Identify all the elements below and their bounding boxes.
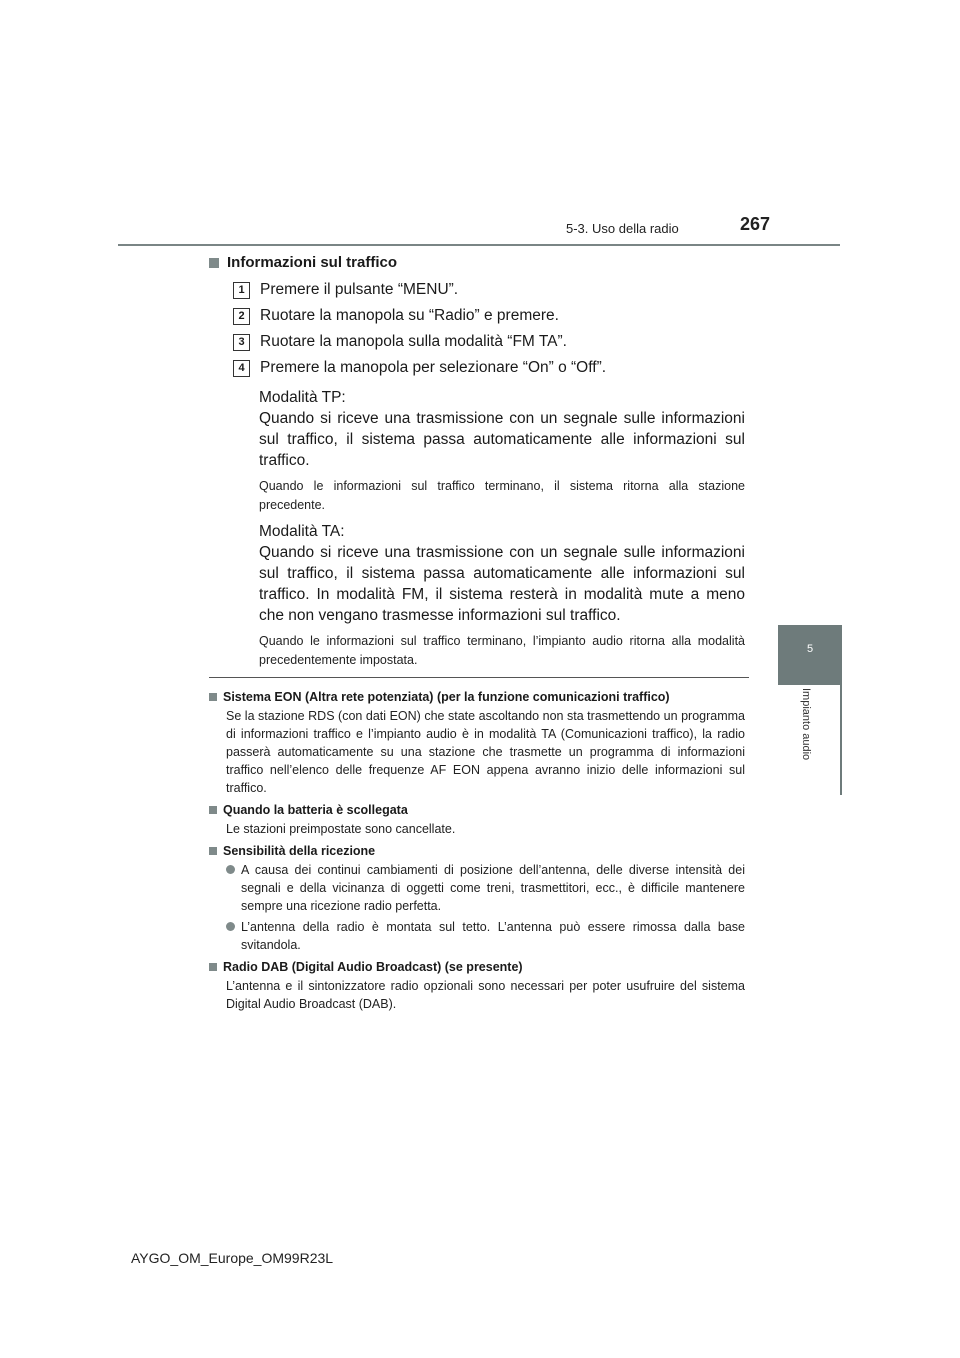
document-footer: AYGO_OM_Europe_OM99R23L [131,1250,334,1266]
square-bullet-icon [209,693,217,701]
section-title [209,254,745,271]
section-divider [209,677,749,678]
step-text: Ruotare la manopola su “Radio” e premere. [260,307,559,324]
dab-title [209,960,745,974]
step-2 [233,303,745,329]
tp-heading: Modalità TP: [259,389,346,406]
bullet-text: L’antenna della radio è montata sul tetto. L’antenna può essere rimossa dalla base svitandola. [241,920,745,952]
ta-text: Quando si riceve una trasmissione con un segnale sulle informazioni sul traffico, il sistema passa automaticamente alle informazioni sul traffico. In modalità FM, il sistema resterà in modalità mute a meno che non vengano trasmesse informazioni sul traffico. [259,544,745,624]
header-rule [118,244,840,246]
dab-body: L’antenna e il sintonizzatore radio opzionali sono necessari per poter usufruire del sistema Digital Audio Broadcast (DAB). [226,979,745,1011]
sensitivity-bullet-1 [226,861,745,915]
tp-mode [259,387,745,471]
tp-note: Quando le informazioni sul traffico terminano, il sistema ritorna alla stazione precedente. [259,479,745,512]
step-text: Ruotare la manopola sulla modalità “FM TA”. [260,333,567,350]
chapter-tab-strip [840,625,842,795]
ta-heading: Modalità TA: [259,523,345,540]
eon-title [209,690,745,704]
square-bullet-icon [209,963,217,971]
tp-text: Quando si riceve una trasmissione con un segnale sulle informazioni sul traffico, il sistema passa automaticamente alle informazioni sul traffico. [259,410,745,469]
sensitivity-title-text: Sensibilità della ricezione [223,844,376,858]
ta-note: Quando le informazioni sul traffico terminano, l’impianto audio ritorna alla modalità precedentemente impostata. [259,634,745,667]
step-4 [233,355,745,381]
main-section [209,254,745,670]
page-number: 267 [740,214,771,234]
chapter-tab [778,625,842,685]
step-3 [233,329,745,355]
step-text: Premere il pulsante “MENU”. [260,281,459,298]
bullet-text: A causa dei continui cambiamenti di posizione dell’antenna, delle diverse intensità dei segnali e della vicinanza di oggetti come treni, trasmettitori, ecc., è difficile mantenere sempre una ricezione radio perfetta. [241,863,745,913]
step-number-box: 4 [233,360,250,377]
step-number-box: 3 [233,334,250,351]
round-bullet-icon [226,865,235,874]
square-bullet-icon [209,847,217,855]
step-number-box: 2 [233,308,250,325]
step-text: Premere la manopola per selezionare “On” o “Off”. [260,359,607,376]
battery-title-text: Quando la batteria è scollegata [223,803,408,817]
sensitivity-title [209,844,745,858]
sensitivity-bullet-2 [226,918,745,954]
square-bullet-icon [209,258,219,268]
battery-title [209,803,745,817]
eon-title-text: Sistema EON (Altra rete potenziata) (per la funzione comunicazioni traffico) [223,690,670,704]
dab-title-text: Radio DAB (Digital Audio Broadcast) (se presente) [223,960,523,974]
round-bullet-icon [226,922,235,931]
battery-body: Le stazioni preimpostate sono cancellate. [226,822,456,836]
section-title-text: Informazioni sul traffico [227,254,398,271]
notes-section [209,684,745,1013]
step-number-box: 1 [233,282,250,299]
ta-mode [259,521,745,626]
eon-body: Se la stazione RDS (con dati EON) che state ascoltando non sta trasmettendo un programma di informazioni traffico e l’impianto audio è in modalità TA (Comunicazioni traffico), la radio passerà automaticamente su una stazione che trasmette un programma di informazioni traffico nell’elenco delle frequenze AF EON appena avranno inizio delle informazioni sul traffico. [226,709,745,795]
chapter-label: Impianto audio [800,688,812,761]
section-header: 5-3. Uso della radio [566,221,679,236]
step-1 [233,277,745,303]
square-bullet-icon [209,806,217,814]
chapter-number: 5 [806,643,814,655]
